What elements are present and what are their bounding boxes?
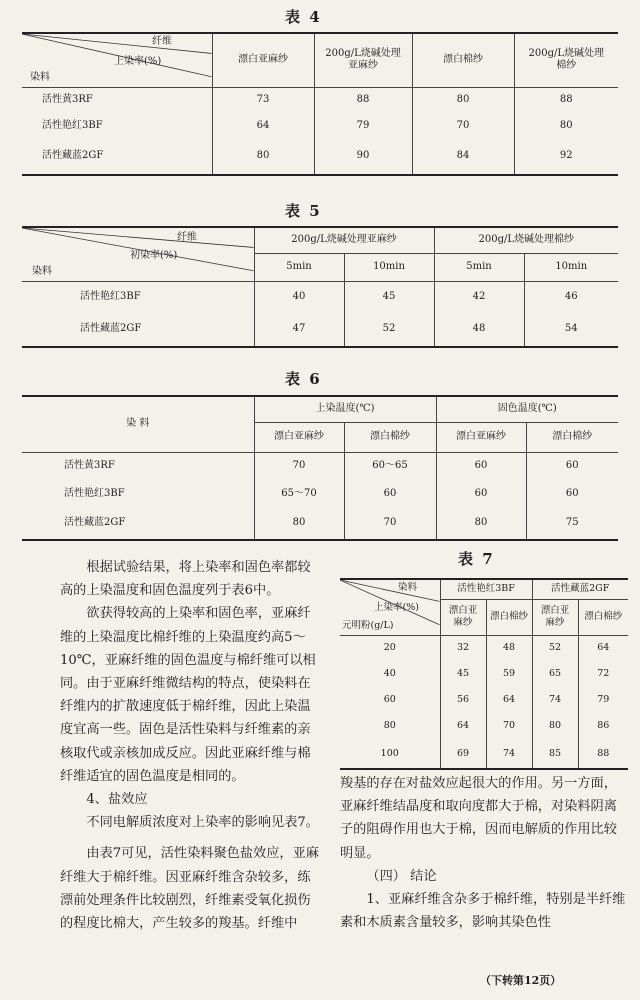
table-cell: 42 bbox=[434, 281, 524, 313]
table5-diagonal-header bbox=[22, 227, 254, 281]
table4-dye-label: 染料 bbox=[30, 72, 50, 83]
table-row bbox=[22, 508, 618, 540]
table7-rate-label: 上染率(%) bbox=[374, 602, 419, 613]
table-cell: 64 bbox=[440, 713, 486, 739]
dye-name: 活性藏蓝2GF bbox=[22, 139, 212, 175]
table6-group-header: 上染温度(℃) bbox=[254, 396, 436, 422]
table-row bbox=[22, 113, 618, 139]
paragraph: 由表7可见，活性染料聚色盐效应，亚麻纤维大于棉纤维。因亚麻纤维含杂较多，练漂前处理条件比较剧烈，纤维素受氧化损伤的程度比棉大，产生较多的羧基。纤维中 bbox=[60, 846, 319, 932]
continued-note: （下转第12页） bbox=[480, 974, 562, 987]
table7-sub-header: 漂白棉纱 bbox=[578, 599, 628, 635]
paragraph: 1、亚麻纤维含杂多于棉纤维，特别是半纤维素和木质素含量较多，影响其染色性 bbox=[340, 892, 626, 931]
table-cell: 90 bbox=[314, 139, 412, 175]
table7-sub-header: 漂白亚麻纱 bbox=[440, 599, 486, 635]
table-row bbox=[340, 713, 628, 739]
dye-name: 活性艳红3BF bbox=[80, 291, 141, 302]
table-cell: 54 bbox=[524, 313, 618, 347]
table6-sub-header: 漂白棉纱 bbox=[526, 422, 618, 452]
table7-caption: 表 7 bbox=[458, 550, 495, 568]
table7-sub-header: 漂白亚麻纱 bbox=[532, 599, 578, 635]
table-cell: 80 bbox=[514, 113, 618, 139]
table-cell: 60 bbox=[526, 480, 618, 508]
table5-fiber-label: 纤维 bbox=[177, 232, 197, 243]
table-cell: 74 bbox=[486, 739, 532, 769]
table5-rate-label: 初染率(%) bbox=[130, 250, 178, 261]
paragraph: 羧基的存在对盐效应起很大的作用。另一方面，亚麻纤维结晶度和取向度都大于棉，对染料阴离子的阻碍作用也大于棉，因而电解质的作用比较明显。 bbox=[340, 776, 617, 861]
table7-salt-label: 元明粉(g/L) bbox=[342, 620, 394, 631]
table-cell: 88 bbox=[514, 87, 618, 113]
table-row bbox=[340, 739, 628, 769]
table-cell: 88 bbox=[578, 739, 628, 769]
dye-name: 活性藏蓝2GF bbox=[22, 313, 254, 347]
table-row bbox=[22, 87, 618, 113]
table4-col-header: 200g/L烧碱处理棉纱 bbox=[514, 33, 618, 87]
table6-dye-header: 染 料 bbox=[22, 396, 254, 452]
table-cell: 74 bbox=[532, 687, 578, 713]
table-row bbox=[22, 452, 618, 480]
salt-value: 60 bbox=[383, 694, 396, 706]
table-cell: 40 bbox=[254, 281, 344, 313]
table-cell: 86 bbox=[578, 713, 628, 739]
table-cell: 92 bbox=[514, 139, 618, 175]
table6-caption: 表 6 bbox=[285, 370, 322, 388]
table6-sub-header: 漂白亚麻纱 bbox=[254, 422, 344, 452]
table7-group-header: 活性艳红3BF bbox=[440, 579, 532, 599]
salt-value: 40 bbox=[383, 668, 396, 680]
table-cell: 47 bbox=[254, 313, 344, 347]
table-cell: 60 bbox=[436, 452, 526, 480]
salt-value: 20 bbox=[383, 642, 396, 654]
table-cell: 80 bbox=[254, 508, 344, 540]
table-cell: 32 bbox=[440, 635, 486, 661]
table6-sub-header: 漂白棉纱 bbox=[344, 422, 436, 452]
table-cell: 60 bbox=[436, 480, 526, 508]
table-cell: 64 bbox=[578, 635, 628, 661]
table4-rate-label: 上染率(%) bbox=[114, 56, 162, 67]
dye-name: 活性艳红3BF bbox=[64, 487, 125, 499]
table-cell: 84 bbox=[412, 139, 514, 175]
table-cell: 79 bbox=[314, 113, 412, 139]
table-row bbox=[340, 687, 628, 713]
table5-time-header: 5min bbox=[434, 253, 524, 281]
dye-name: 活性黄3RF bbox=[42, 94, 93, 105]
table-cell: 80 bbox=[436, 508, 526, 540]
table-cell: 80 bbox=[532, 713, 578, 739]
table-cell: 59 bbox=[486, 661, 532, 687]
table-cell: 80 bbox=[412, 87, 514, 113]
table5-time-header: 10min bbox=[344, 253, 434, 281]
table5-time-header: 5min bbox=[254, 253, 344, 281]
table-row bbox=[22, 313, 618, 347]
table-cell: 80 bbox=[212, 139, 314, 175]
table7-group-header: 活性藏蓝2GF bbox=[532, 579, 628, 599]
table-cell: 48 bbox=[434, 313, 524, 347]
table-cell: 70 bbox=[486, 713, 532, 739]
table-cell: 46 bbox=[524, 281, 618, 313]
right-column-text bbox=[340, 772, 630, 934]
table-cell: 73 bbox=[212, 87, 314, 113]
table-cell: 60 bbox=[526, 452, 618, 480]
table-row bbox=[340, 661, 628, 687]
table-cell: 72 bbox=[578, 661, 628, 687]
table-cell: 88 bbox=[314, 87, 412, 113]
table5 bbox=[22, 226, 618, 348]
table-cell: 52 bbox=[532, 635, 578, 661]
table-cell: 60 bbox=[344, 480, 436, 508]
table-cell: 64 bbox=[486, 687, 532, 713]
table6-sub-header: 漂白亚麻纱 bbox=[436, 422, 526, 452]
table4-col-header: 200g/L烧碱处理亚麻纱 bbox=[314, 33, 412, 87]
table4-col-header: 漂白亚麻纱 bbox=[212, 33, 314, 87]
table-cell: 48 bbox=[486, 635, 532, 661]
table4-caption: 表 4 bbox=[285, 8, 322, 26]
section-heading: 4、盐效应 bbox=[86, 792, 148, 808]
table4 bbox=[22, 32, 618, 176]
table-cell: 79 bbox=[578, 687, 628, 713]
table-cell: 70 bbox=[344, 508, 436, 540]
table7-dye-label: 染料 bbox=[398, 582, 418, 593]
paragraph: 根据试验结果，将上染率和固色率都较高的上染温度和固色温度列于表6中。 bbox=[60, 560, 311, 599]
paragraph: 欲获得较高的上染率和固色率，亚麻纤维的上染温度比棉纤维的上染温度约高5～10℃，亚麻纤维的固色温度与棉纤维可以相同。由于亚麻纤维微结构的特点，使染料在纤维内的扩散速度低于棉纤维，因此上染温度宜高一些。固色是活性染料与纤维素的亲核取代或亲核加成反应。因此亚麻纤维与棉纤维适宜的固色温度是相同的。 bbox=[60, 606, 316, 784]
salt-value: 100 bbox=[340, 739, 440, 769]
table-cell: 64 bbox=[212, 113, 314, 139]
table6-group-header: 固色温度(℃) bbox=[436, 396, 618, 422]
table4-fiber-label: 纤维 bbox=[152, 36, 172, 47]
section-heading: （四） 结论 bbox=[366, 868, 437, 884]
dye-name: 活性藏蓝2GF bbox=[22, 508, 254, 540]
table6 bbox=[22, 395, 618, 541]
table-cell: 45 bbox=[344, 281, 434, 313]
table-cell: 65 bbox=[532, 661, 578, 687]
dye-name: 活性黄3RF bbox=[64, 460, 115, 471]
table-row bbox=[22, 139, 618, 175]
table-row bbox=[340, 635, 628, 661]
table5-time-header: 10min bbox=[524, 253, 618, 281]
table4-col-header: 漂白棉纱 bbox=[412, 33, 514, 87]
table5-caption: 表 5 bbox=[285, 202, 322, 220]
table-cell: 56 bbox=[440, 687, 486, 713]
table-cell: 70 bbox=[412, 113, 514, 139]
table-cell: 65～70 bbox=[254, 480, 344, 508]
table-cell: 70 bbox=[254, 452, 344, 480]
table5-group-header: 200g/L烧碱处理亚麻纱 bbox=[254, 227, 434, 253]
table-cell: 69 bbox=[440, 739, 486, 769]
table7-sub-header: 漂白棉纱 bbox=[486, 599, 532, 635]
salt-value: 80 bbox=[383, 720, 396, 732]
table-cell: 45 bbox=[440, 661, 486, 687]
table-cell: 60～65 bbox=[344, 452, 436, 480]
table-cell: 85 bbox=[532, 739, 578, 769]
paragraph: 不同电解质浓度对上染率的影响见表7。 bbox=[86, 815, 319, 831]
table-row bbox=[22, 480, 618, 508]
table-cell: 52 bbox=[344, 313, 434, 347]
table5-group-header: 200g/L烧碱处理棉纱 bbox=[434, 227, 618, 253]
table7-diagonal-header bbox=[340, 579, 440, 635]
table-cell: 75 bbox=[526, 508, 618, 540]
table4-diagonal-header bbox=[22, 33, 212, 87]
table-row bbox=[22, 281, 618, 313]
dye-name: 活性艳红3BF bbox=[42, 119, 103, 131]
left-column-text bbox=[60, 556, 323, 935]
table5-dye-label: 染料 bbox=[32, 266, 52, 277]
table7 bbox=[340, 578, 628, 770]
